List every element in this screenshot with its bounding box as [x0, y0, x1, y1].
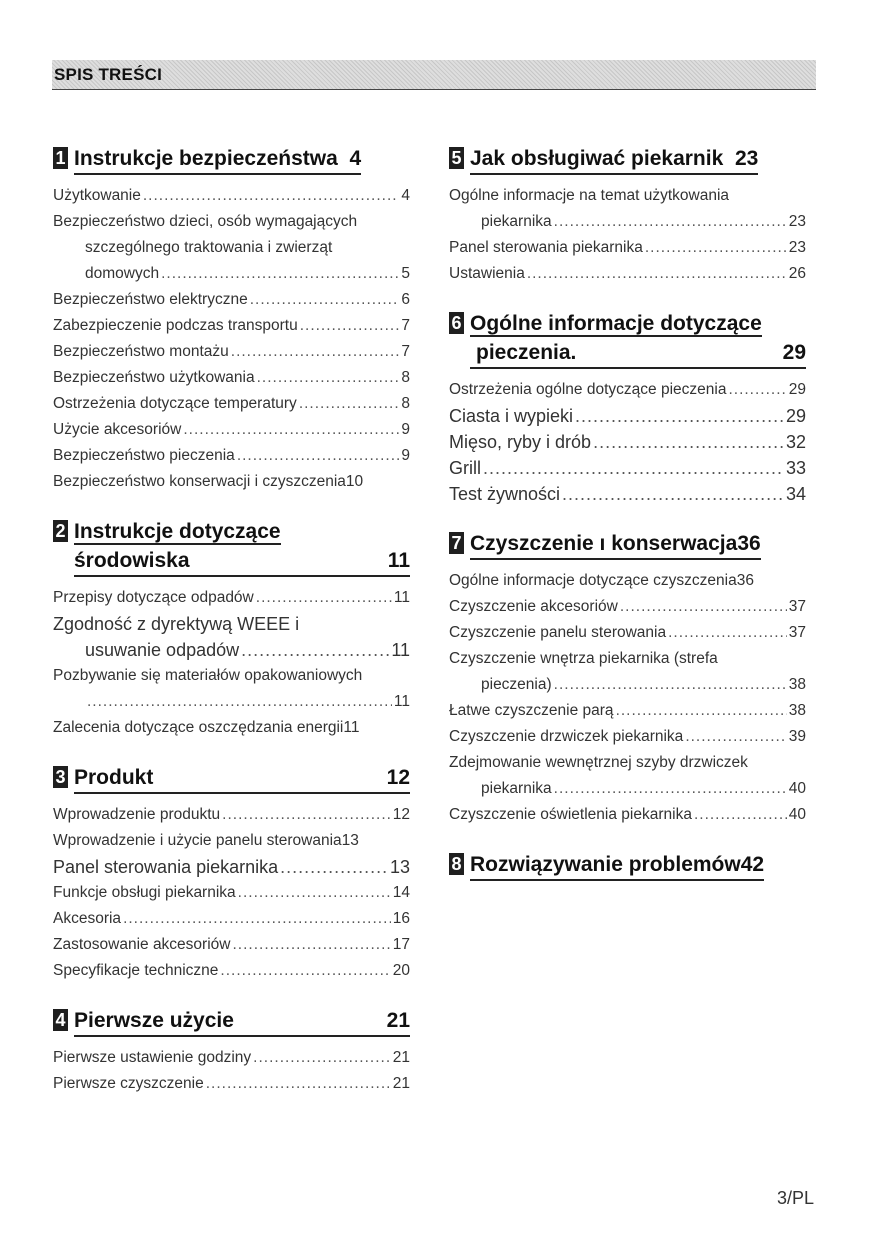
toc-entry-line[interactable]: Czyszczenie wnętrza piekarnika (strefa: [449, 650, 718, 667]
section-number: 4: [53, 1009, 68, 1031]
page-number: 3/PL: [776, 1188, 814, 1208]
toc-entry[interactable]: Czyszczenie oświetlenia piekarnika ..... 40: [449, 802, 806, 828]
toc-entry[interactable]: Użycie akcesoriów ..... 9: [53, 417, 410, 443]
toc-entry[interactable]: Akcesoria ..... 16: [53, 906, 410, 932]
section-title: Jak obsługiwać piekarnik: [470, 147, 724, 170]
toc-entry[interactable]: Zastosowanie akcesoriów ..... 17: [53, 932, 410, 958]
section-title-line2: środowiska: [74, 549, 190, 572]
toc-entry[interactable]: Bezpieczeństwo konserwacji i czyszczenia 10: [53, 473, 364, 490]
toc-entry[interactable]: Łatwe czyszczenie parą ..... 38: [449, 698, 806, 724]
toc-entry[interactable]: Specyfikacje techniczne ..... 20: [53, 958, 410, 984]
section-page: 29: [782, 341, 806, 364]
section-number: 2: [53, 520, 68, 542]
section-page: 21: [386, 1009, 410, 1032]
section-page: 12: [386, 766, 410, 789]
toc-entry[interactable]: Ogólne informacje dotyczące czyszczenia 36: [449, 572, 754, 589]
section-title: Czyszczenie ı konserwacja: [470, 532, 738, 555]
toc-entry[interactable]: piekarnika ..... 40: [449, 776, 806, 802]
toc-entry[interactable]: Wprowadzenie i użycie panelu sterowania 13: [53, 832, 359, 849]
section-title: Rozwiązywanie problemów: [470, 853, 741, 876]
toc-section-4: [53, 1006, 410, 1097]
section-heading[interactable]: [53, 1006, 410, 1037]
section-title: Ogólne informacje dotyczące: [470, 312, 762, 335]
section-heading[interactable]: [53, 144, 410, 175]
toc-entry[interactable]: usuwanie odpadów ..... 11: [53, 637, 410, 663]
toc-section-6: [449, 309, 806, 507]
toc-entry[interactable]: Panel sterowania piekarnika ..... 13: [53, 854, 410, 880]
toc-column-left: [53, 144, 410, 1119]
toc-entry-line[interactable]: Bezpieczeństwo dzieci, osób wymagających: [53, 213, 358, 230]
toc-entry-line[interactable]: Pozbywanie się materiałów opakowaniowych: [53, 667, 363, 684]
toc-entry[interactable]: Czyszczenie panelu sterowania ..... 37: [449, 620, 806, 646]
toc-entry[interactable]: piekarnika ..... 23: [449, 209, 806, 235]
toc-entry[interactable]: Funkcje obsługi piekarnika ..... 14: [53, 880, 410, 906]
toc-entry[interactable]: Ciasta i wypieki ..... 29: [449, 403, 806, 429]
toc-entry[interactable]: Grill ..... 33: [449, 455, 806, 481]
section-title-line2: pieczenia.: [476, 341, 577, 364]
section-heading[interactable]: [449, 850, 806, 881]
toc-entry[interactable]: ..... 11: [53, 689, 410, 715]
toc-entry[interactable]: Test żywności ..... 34: [449, 481, 806, 507]
section-page: 36: [737, 532, 761, 555]
toc-entry[interactable]: Ostrzeżenia dotyczące temperatury ..... 8: [53, 391, 410, 417]
toc-entry[interactable]: Zabezpieczenie podczas transportu ..... 7: [53, 313, 410, 339]
section-page: 4: [349, 147, 362, 170]
section-number: 6: [449, 312, 464, 334]
section-heading[interactable]: [449, 144, 806, 175]
section-number: 5: [449, 147, 464, 169]
section-title: Instrukcje dotyczące: [74, 520, 281, 543]
toc-entry[interactable]: Pierwsze czyszczenie ..... 21: [53, 1071, 410, 1097]
section-number: 3: [53, 766, 68, 788]
toc-entry-line[interactable]: Ogólne informacje na temat użytkowania: [449, 187, 730, 204]
section-number: 7: [449, 532, 464, 554]
toc-entry[interactable]: Bezpieczeństwo montażu ..... 7: [53, 339, 410, 365]
toc-section-3: [53, 763, 410, 984]
section-title: Produkt: [74, 766, 154, 789]
toc-column-right: [449, 144, 806, 903]
toc-section-2: [53, 517, 410, 741]
section-heading[interactable]: [53, 763, 410, 794]
section-page: 11: [387, 549, 410, 572]
toc-section-7: [449, 529, 806, 828]
toc-title: SPIS TREŚCI: [54, 65, 163, 84]
toc-entry-line[interactable]: Zdejmowanie wewnętrznej szyby drzwiczek: [449, 754, 748, 771]
toc-section-5: [449, 144, 806, 287]
toc-entry[interactable]: Bezpieczeństwo elektryczne ..... 6: [53, 287, 410, 313]
toc-entry[interactable]: Zalecenia dotyczące oszczędzania energii 11: [53, 719, 360, 736]
section-number: 8: [449, 853, 464, 875]
toc-entry[interactable]: Ustawienia ..... 26: [449, 261, 806, 287]
toc-header-bar: [52, 60, 816, 90]
toc-entry-line[interactable]: szczególnego traktowania i zwierząt: [85, 239, 333, 256]
toc-entry-line[interactable]: Zgodność z dyrektywą WEEE i: [53, 614, 300, 634]
section-heading[interactable]: [449, 529, 806, 560]
section-title: Instrukcje bezpieczeństwa: [74, 147, 338, 170]
section-title: Pierwsze użycie: [74, 1009, 234, 1032]
section-number: 1: [53, 147, 68, 169]
toc-entry[interactable]: Bezpieczeństwo pieczenia ..... 9: [53, 443, 410, 469]
toc-entry[interactable]: Przepisy dotyczące odpadów ..... 11: [53, 585, 410, 611]
toc-entry[interactable]: Czyszczenie akcesoriów ..... 37: [449, 594, 806, 620]
section-page: 42: [740, 853, 765, 876]
toc-section-1: [53, 144, 410, 495]
section-heading[interactable]: [449, 309, 806, 369]
toc-entry[interactable]: Pierwsze ustawienie godziny ..... 21: [53, 1045, 410, 1071]
toc-entry[interactable]: Ostrzeżenia ogólne dotyczące pieczenia ..... 29: [449, 377, 806, 403]
toc-section-8: [449, 850, 806, 881]
toc-entry[interactable]: Wprowadzenie produktu ..... 12: [53, 802, 410, 828]
toc-entry[interactable]: Bezpieczeństwo użytkowania ..... 8: [53, 365, 410, 391]
toc-entry[interactable]: domowych ..... 5: [53, 261, 410, 287]
section-heading[interactable]: [53, 517, 410, 577]
toc-entry[interactable]: Czyszczenie drzwiczek piekarnika ..... 39: [449, 724, 806, 750]
section-page: 23: [734, 147, 759, 170]
toc-entry[interactable]: Użytkowanie ..... 4: [53, 183, 410, 209]
toc-entry[interactable]: pieczenia) ..... 38: [449, 672, 806, 698]
toc-entry[interactable]: Panel sterowania piekarnika ..... 23: [449, 235, 806, 261]
toc-entry[interactable]: Mięso, ryby i drób ..... 32: [449, 429, 806, 455]
